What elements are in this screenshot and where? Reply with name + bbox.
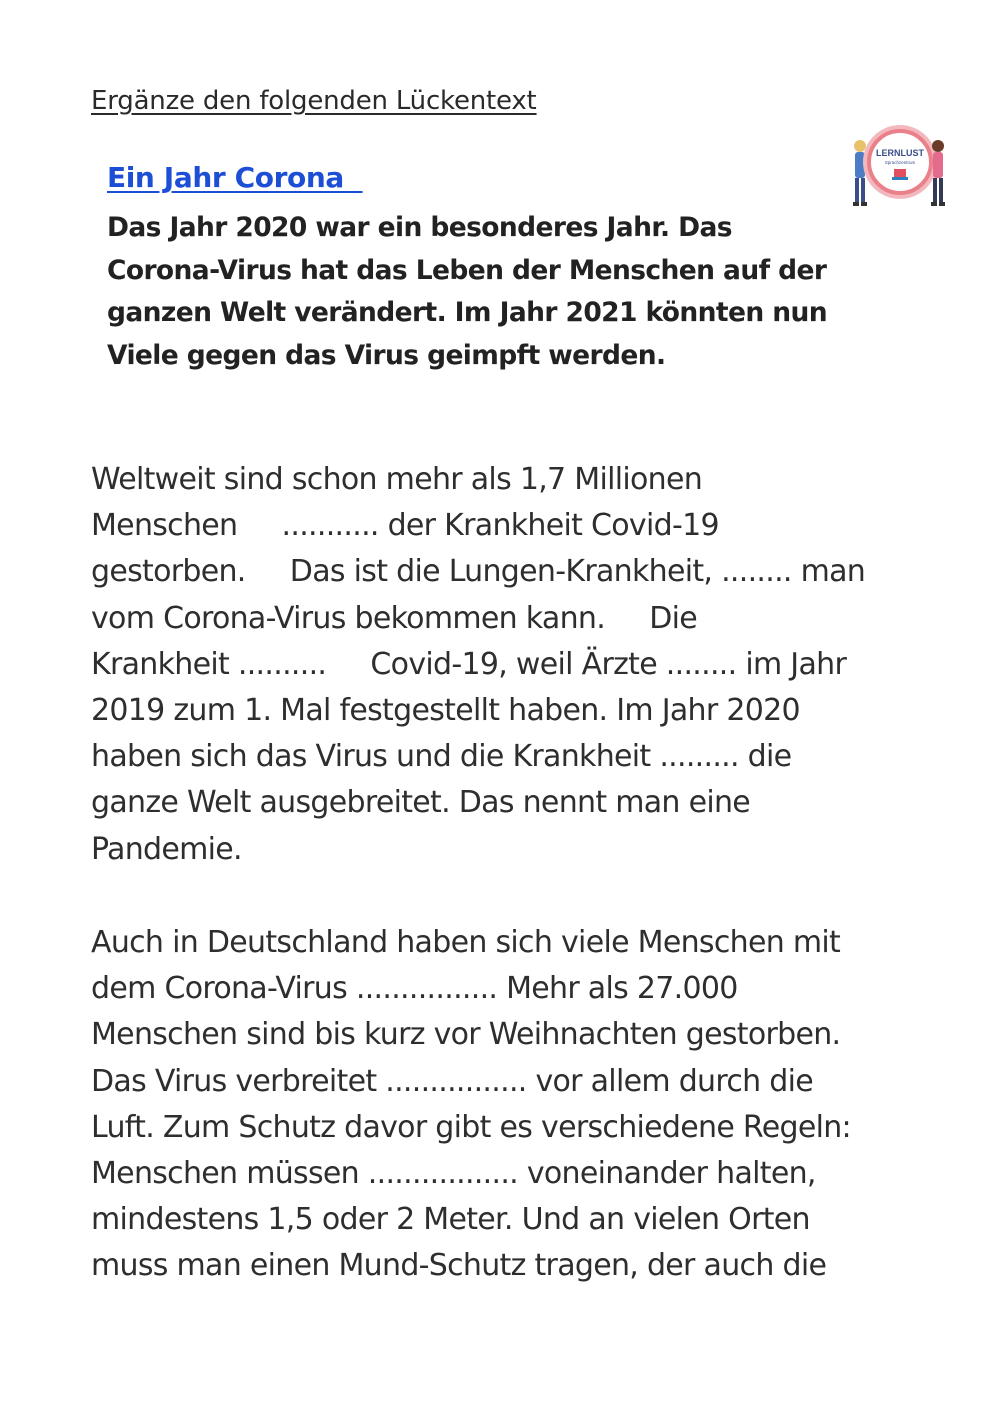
logo-text: LERNLUST: [876, 148, 924, 158]
paragraph-line: Auch in Deutschland haben sich viele Menschen mit: [91, 925, 841, 960]
paragraph-line: gestorben. Das ist die Lungen-Krankheit, ........ man: [91, 554, 866, 590]
lernlust-logo-icon: [850, 122, 950, 214]
paragraph-line: haben sich das Virus und die Krankheit ......... die: [91, 739, 792, 775]
logo-subtext: Sprachzentrum: [884, 160, 916, 165]
paragraph-line: Menschen sind bis kurz vor Weihnachten gestorben.: [91, 1017, 841, 1053]
cloze-paragraph-2: [91, 920, 951, 1290]
article-title: Ein Jahr Corona: [107, 161, 363, 194]
paragraph-line: 2019 zum 1. Mal festgestellt haben. Im Jahr 2020: [91, 693, 800, 729]
paragraph-line: vom Corona-Virus bekommen kann. Die: [91, 600, 698, 636]
paragraph-line: dem Corona-Virus ................ Mehr als 27.000: [91, 971, 738, 1007]
intro-line: ganzen Welt verändert. Im Jahr 2021 könnten nun: [107, 297, 828, 328]
paragraph-line: Menschen ........... der Krankheit Covid-19: [91, 508, 719, 544]
intro-paragraph: [107, 207, 867, 377]
paragraph-line: ganze Welt ausgebreitet. Das nennt man eine: [91, 785, 751, 821]
instruction-heading: Ergänze den folgenden Lückentext: [91, 86, 537, 116]
intro-line: Corona-Virus hat das Leben der Menschen auf der: [107, 254, 827, 286]
paragraph-line: Krankheit .......... Covid-19, weil Ärzte ........ im Jahr: [91, 646, 847, 682]
intro-line: Viele gegen das Virus geimpft werden.: [107, 339, 666, 371]
intro-line: Das Jahr 2020 war ein besonderes Jahr. Das: [107, 212, 732, 243]
logo-badge: [863, 125, 937, 199]
paragraph-line: Das Virus verbreitet ................ vor allem durch die: [91, 1063, 814, 1099]
paragraph-line: Weltweit sind schon mehr als 1,7 Millionen: [91, 462, 703, 497]
paragraph-line: muss man einen Mund-Schutz tragen, der auch die: [91, 1248, 827, 1284]
paragraph-line: Pandemie.: [91, 831, 242, 867]
paragraph-line: mindestens 1,5 oder 2 Meter. Und an vielen Orten: [91, 1202, 810, 1238]
paragraph-line: Luft. Zum Schutz davor gibt es verschiedene Regeln:: [91, 1109, 851, 1145]
paragraph-line: Menschen müssen ................. voneinander halten,: [91, 1156, 816, 1192]
cloze-paragraph-1: [91, 457, 951, 873]
